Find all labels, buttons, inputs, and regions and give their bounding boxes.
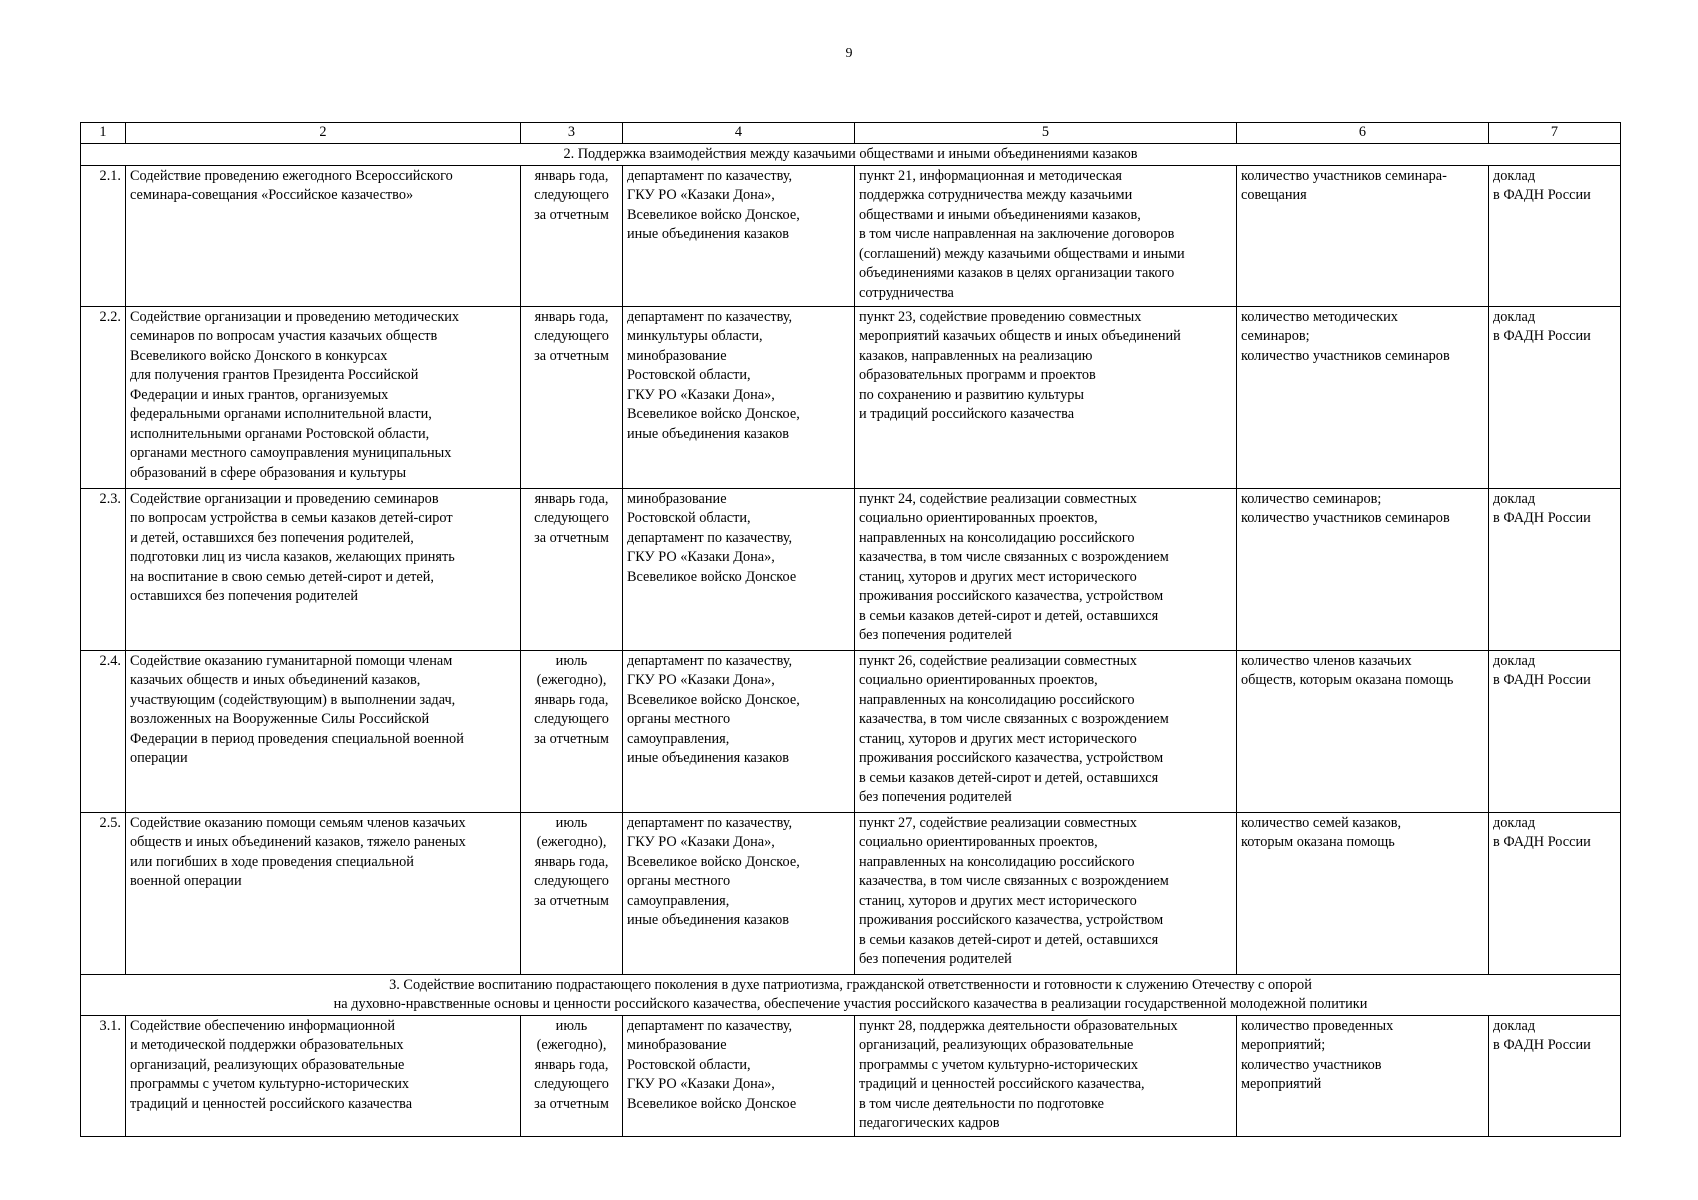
executors-cell: минобразование Ростовской области, департамент по казачеству, ГКУ РО «Казаки Дона», Всевеликое войско Донское bbox=[623, 488, 855, 650]
table-row bbox=[81, 650, 1621, 812]
strategy-cell: пункт 26, содействие реализации совместных социально ориентированных проектов, направленных на консолидацию российского казачества, в том числе связанных с возрождением станиц, хуторов и других мест исторического проживания российского казачества, устройством в семьи казаков детей-сирот и детей, оставшихся без попечения родителей bbox=[855, 650, 1237, 812]
action-cell: Содействие организации и проведению семинаров по вопросам устройства в семьи казаков детей-сирот и детей, оставшихся без попечения родителей, подготовки лиц из числа казаков, желающих принять на воспитание в свою семью детей-сирот и детей, оставшихся без попечения родителей bbox=[126, 488, 521, 650]
row-number: 2.3. bbox=[81, 488, 126, 650]
page-number: 9 bbox=[845, 46, 853, 61]
column-number: 5 bbox=[855, 123, 1237, 144]
table-row bbox=[81, 488, 1621, 650]
section-title-row bbox=[81, 974, 1621, 1015]
row-number: 2.2. bbox=[81, 306, 126, 488]
indicator-cell: количество семей казаков, которым оказана помощь bbox=[1237, 812, 1489, 974]
section-title: 3. Содействие воспитанию подрастающего поколения в духе патриотизма, гражданской ответственности и готовности к служению Отечеству с опорой на духовно-нравственные основы и ценности российского казачества, обеспечение участия российского казачества в реализации государственной молодежной политики bbox=[81, 974, 1621, 1015]
action-cell: Содействие организации и проведению методических семинаров по вопросам участия казачьих обществ Всевеликого войско Донского в конкурсах для получения грантов Президента Российской Федерации и иных грантов, организуемых федеральными органами исполнительной власти, исполнительными органами Ростовской области, органами местного самоуправления муниципальных образований в сфере образования и культуры bbox=[126, 306, 521, 488]
row-number: 2.4. bbox=[81, 650, 126, 812]
term-cell: январь года, следующего за отчетным bbox=[521, 488, 623, 650]
report-cell: доклад в ФАДН России bbox=[1489, 650, 1621, 812]
strategy-cell: пункт 23, содействие проведению совместных мероприятий казачьих обществ и иных объединений казаков, направленных на реализацию образовательных программ и проектов по сохранению и развитию культуры и традиций российского казачества bbox=[855, 306, 1237, 488]
term-cell: июль (ежегодно), январь года, следующего за отчетным bbox=[521, 812, 623, 974]
report-cell: доклад в ФАДН России bbox=[1489, 812, 1621, 974]
executors-cell: департамент по казачеству, ГКУ РО «Казаки Дона», Всевеликое войско Донское, органы местного самоуправления, иные объединения казаков bbox=[623, 650, 855, 812]
column-number: 2 bbox=[126, 123, 521, 144]
column-number: 3 bbox=[521, 123, 623, 144]
report-cell: доклад в ФАДН России bbox=[1489, 306, 1621, 488]
term-cell: январь года, следующего за отчетным bbox=[521, 306, 623, 488]
indicator-cell: количество участников семинара- совещания bbox=[1237, 165, 1489, 306]
table-row bbox=[81, 306, 1621, 488]
row-number: 2.1. bbox=[81, 165, 126, 306]
column-number: 7 bbox=[1489, 123, 1621, 144]
action-cell: Содействие обеспечению информационной и методической поддержки образовательных организаций, реализующих образовательные программы с учетом культурно-исторических традиций и ценностей российского казачества bbox=[126, 1015, 521, 1136]
column-number: 4 bbox=[623, 123, 855, 144]
executors-cell: департамент по казачеству, минобразование Ростовской области, ГКУ РО «Казаки Дона», Всевеликое войско Донское bbox=[623, 1015, 855, 1136]
strategy-cell: пункт 21, информационная и методическая поддержка сотрудничества между казачьими обществами и иными объединениями казаков, в том числе направленная на заключение договоров (соглашений) между казачьими обществами и иными объединениями казаков в целях организации такого сотрудничества bbox=[855, 165, 1237, 306]
indicator-cell: количество семинаров; количество участников семинаров bbox=[1237, 488, 1489, 650]
table-row bbox=[81, 1015, 1621, 1136]
executors-cell: департамент по казачеству, ГКУ РО «Казаки Дона», Всевеликое войско Донское, иные объединения казаков bbox=[623, 165, 855, 306]
indicator-cell: количество членов казачьих обществ, которым оказана помощь bbox=[1237, 650, 1489, 812]
indicator-cell: количество проведенных мероприятий; количество участников мероприятий bbox=[1237, 1015, 1489, 1136]
table-row bbox=[81, 812, 1621, 974]
strategy-cell: пункт 28, поддержка деятельности образовательных организаций, реализующих образовательные программы с учетом культурно-исторических традиций и ценностей российского казачества, в том числе деятельности по подготовке педагогических кадров bbox=[855, 1015, 1237, 1136]
column-number-row bbox=[81, 123, 1621, 144]
report-cell: доклад в ФАДН России bbox=[1489, 488, 1621, 650]
action-plan-table bbox=[80, 122, 1621, 1137]
term-cell: январь года, следующего за отчетным bbox=[521, 165, 623, 306]
strategy-cell: пункт 27, содействие реализации совместных социально ориентированных проектов, направленных на консолидацию российского казачества, в том числе связанных с возрождением станиц, хуторов и других мест исторического проживания российского казачества, устройством в семьи казаков детей-сирот и детей, оставшихся без попечения родителей bbox=[855, 812, 1237, 974]
term-cell: июль (ежегодно), январь года, следующего за отчетным bbox=[521, 1015, 623, 1136]
action-cell: Содействие оказанию помощи семьям членов казачьих обществ и иных объединений казаков, тяжело раненых или погибших в ходе проведения специальной военной операции bbox=[126, 812, 521, 974]
column-number: 6 bbox=[1237, 123, 1489, 144]
executors-cell: департамент по казачеству, минкультуры области, минобразование Ростовской области, ГКУ РО «Казаки Дона», Всевеликое войско Донское, иные объединения казаков bbox=[623, 306, 855, 488]
action-cell: Содействие проведению ежегодного Всероссийского семинара-совещания «Российское казачество» bbox=[126, 165, 521, 306]
report-cell: доклад в ФАДН России bbox=[1489, 165, 1621, 306]
row-number: 3.1. bbox=[81, 1015, 126, 1136]
table-row bbox=[81, 165, 1621, 306]
indicator-cell: количество методических семинаров; количество участников семинаров bbox=[1237, 306, 1489, 488]
section-title-row bbox=[81, 144, 1621, 166]
term-cell: июль (ежегодно), январь года, следующего за отчетным bbox=[521, 650, 623, 812]
section-title: 2. Поддержка взаимодействия между казачьими обществами и иными объединениями казаков bbox=[81, 144, 1621, 166]
strategy-cell: пункт 24, содействие реализации совместных социально ориентированных проектов, направленных на консолидацию российского казачества, в том числе связанных с возрождением станиц, хуторов и других мест исторического проживания российского казачества, устройством в семьи казаков детей-сирот и детей, оставшихся без попечения родителей bbox=[855, 488, 1237, 650]
action-cell: Содействие оказанию гуманитарной помощи членам казачьих обществ и иных объединений казаков, участвующим (содействующим) в выполнении задач, возложенных на Вооруженные Силы Российской Федерации в период проведения специальной военной операции bbox=[126, 650, 521, 812]
row-number: 2.5. bbox=[81, 812, 126, 974]
report-cell: доклад в ФАДН России bbox=[1489, 1015, 1621, 1136]
executors-cell: департамент по казачеству, ГКУ РО «Казаки Дона», Всевеликое войско Донское, органы местного самоуправления, иные объединения казаков bbox=[623, 812, 855, 974]
column-number: 1 bbox=[81, 123, 126, 144]
